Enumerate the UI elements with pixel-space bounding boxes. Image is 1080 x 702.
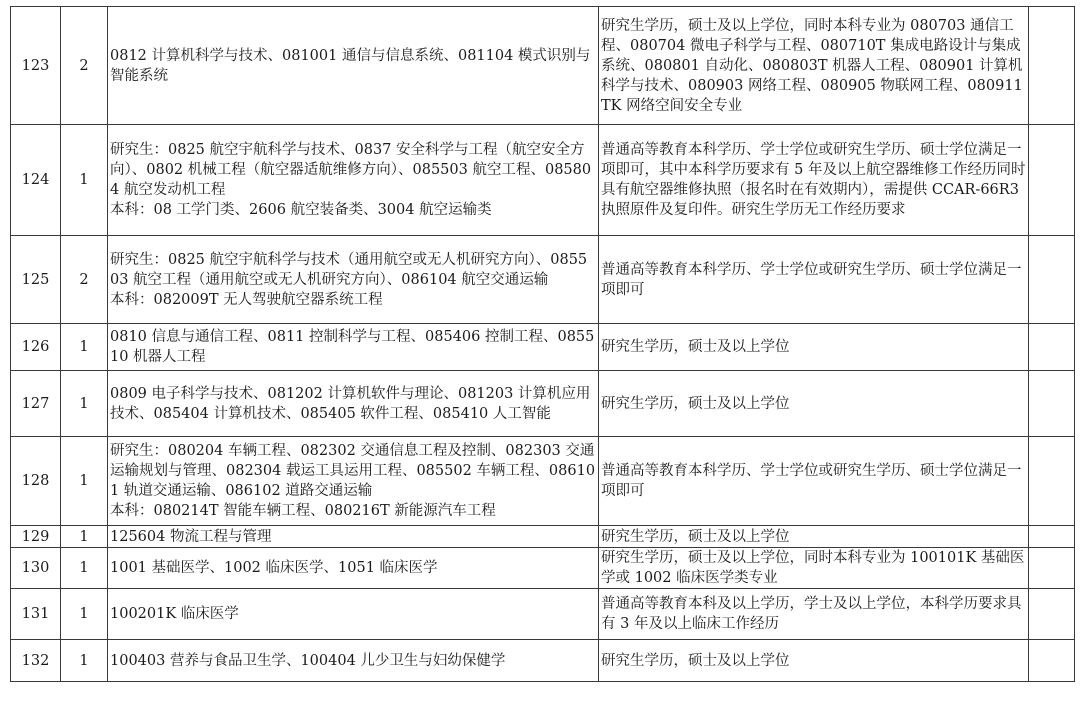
education-requirement-cell — [599, 589, 1029, 640]
table-row — [11, 589, 1075, 640]
table-row — [11, 640, 1075, 682]
table-row — [11, 548, 1075, 589]
hiring-count: 1 — [61, 640, 108, 682]
major-text: 本科：082009T 无人驾驶航空器系统工程 — [110, 291, 383, 308]
major-requirement-cell — [108, 548, 599, 589]
requirement-text: 普通高等教育本科学历、学士学位或研究生学历、硕士学位满足一项即可，其中本科学历要求有 5 年及以上航空器维修工作经历同时具有航空器维修执照（报名时在有效期内），需提供 CCAR-66R3 执照原件及复印件。研究生学历无工作经历要求 — [601, 142, 1026, 218]
hiring-count: 1 — [61, 589, 108, 640]
notes-cell — [1029, 437, 1075, 526]
major-text: 研究生：080204 车辆工程、082302 交通信息工程及控制、082303 交通运输规划与管理、082304 载运工具运用工程、085502 车辆工程、086101 轨道交通运输、086102 道路交通运输 — [110, 443, 596, 499]
notes-cell — [1029, 548, 1075, 589]
requirement-text: 普通高等教育本科学历、学士学位或研究生学历、硕士学位满足一项即可 — [601, 463, 1022, 499]
hiring-count: 1 — [61, 125, 108, 236]
major-requirement-cell — [108, 589, 599, 640]
notes-cell — [1029, 125, 1075, 236]
major-text: 0809 电子科学与技术、081202 计算机软件与理论、081203 计算机应用技术、085404 计算机技术、085405 软件工程、085410 人工智能 — [110, 385, 591, 422]
table-row — [11, 526, 1075, 548]
table-body — [11, 7, 1075, 682]
position-number: 123 — [11, 7, 61, 125]
hiring-count: 1 — [61, 526, 108, 548]
major-requirement-cell — [108, 526, 599, 548]
education-requirement-cell — [599, 324, 1029, 371]
major-requirement-cell — [108, 640, 599, 682]
major-text: 1001 基础医学、1002 临床医学、1051 临床医学 — [110, 560, 438, 576]
major-text: 0812 计算机科学与技术、081001 通信与信息系统、081104 模式识别与智能系统 — [110, 47, 591, 84]
major-text: 100403 营养与食品卫生学、100404 儿少卫生与妇幼保健学 — [110, 652, 506, 669]
requirement-text: 普通高等教育本科及以上学历，学士及以上学位，本科学历要求具有 3 年及以上临床工作经历 — [601, 596, 1022, 632]
table-row — [11, 7, 1075, 125]
education-requirement-cell — [599, 7, 1029, 125]
major-text: 研究生：0825 航空宇航科学与技术（通用航空或无人机研究方向）、085503 航空工程（通用航空或无人机研究方向）、086104 航空交通运输 — [110, 251, 588, 288]
requirement-text: 普通高等教育本科学历、学士学位或研究生学历、硕士学位满足一项即可 — [601, 261, 1022, 298]
major-requirement-cell — [108, 371, 599, 437]
major-text: 100201K 临床医学 — [110, 606, 239, 622]
requirement-text: 研究生学历，硕士及以上学位，同时本科专业为 080703 通信工程、080704 微电子科学与工程、080710T 集成电路设计与集成系统、080801 自动化、080803T 机器人工程、080901 计算机科学与技术、080903 网络工程、080905 物联网工程、080911TK 网络空间安全专业 — [601, 17, 1023, 114]
major-text: 0810 信息与通信工程、0811 控制科学与工程、085406 控制工程、085510 机器人工程 — [110, 329, 595, 365]
notes-cell — [1029, 640, 1075, 682]
education-requirement-cell — [599, 640, 1029, 682]
requirement-text: 研究生学历，硕士及以上学位 — [601, 652, 790, 669]
notes-cell — [1029, 7, 1075, 125]
major-requirement-cell — [108, 324, 599, 371]
position-number: 127 — [11, 371, 61, 437]
hiring-count: 1 — [61, 371, 108, 437]
table-row — [11, 236, 1075, 324]
position-number: 126 — [11, 324, 61, 371]
position-number: 130 — [11, 548, 61, 589]
education-requirement-cell — [599, 526, 1029, 548]
notes-cell — [1029, 371, 1075, 437]
major-text: 本科：08 工学门类、2606 航空装备类、3004 航空运输类 — [110, 202, 492, 218]
position-number: 131 — [11, 589, 61, 640]
table-row — [11, 125, 1075, 236]
notes-cell — [1029, 324, 1075, 371]
requirement-text: 研究生学历，硕士及以上学位，同时本科专业为 100101K 基础医学或 1002 临床医学类专业 — [601, 550, 1025, 586]
table-row — [11, 324, 1075, 371]
education-requirement-cell — [599, 548, 1029, 589]
education-requirement-cell — [599, 371, 1029, 437]
education-requirement-cell — [599, 125, 1029, 236]
table-row — [11, 437, 1075, 526]
hiring-count: 1 — [61, 548, 108, 589]
hiring-count: 1 — [61, 324, 108, 371]
hiring-count: 1 — [61, 437, 108, 526]
positions-table — [10, 6, 1075, 682]
major-text: 研究生：0825 航空宇航科学与技术、0837 安全科学与工程（航空安全方向）、0802 机械工程（航空器适航维修方向）、085503 航空工程、085804 航空发动机工程 — [110, 142, 592, 198]
hiring-count: 2 — [61, 7, 108, 125]
major-text: 本科：080214T 智能车辆工程、080216T 新能源汽车工程 — [110, 503, 496, 519]
requirement-text: 研究生学历，硕士及以上学位 — [601, 339, 790, 355]
education-requirement-cell — [599, 236, 1029, 324]
position-number: 125 — [11, 236, 61, 324]
requirement-text: 研究生学历，硕士及以上学位 — [601, 528, 790, 545]
position-number: 124 — [11, 125, 61, 236]
position-number: 128 — [11, 437, 61, 526]
requirement-text: 研究生学历，硕士及以上学位 — [601, 395, 790, 412]
table-row — [11, 371, 1075, 437]
major-requirement-cell — [108, 236, 599, 324]
major-text: 125604 物流工程与管理 — [110, 528, 272, 545]
education-requirement-cell — [599, 437, 1029, 526]
major-requirement-cell — [108, 125, 599, 236]
notes-cell — [1029, 526, 1075, 548]
major-requirement-cell — [108, 437, 599, 526]
notes-cell — [1029, 589, 1075, 640]
position-number: 129 — [11, 526, 61, 548]
major-requirement-cell — [108, 7, 599, 125]
notes-cell — [1029, 236, 1075, 324]
position-number: 132 — [11, 640, 61, 682]
hiring-count: 2 — [61, 236, 108, 324]
